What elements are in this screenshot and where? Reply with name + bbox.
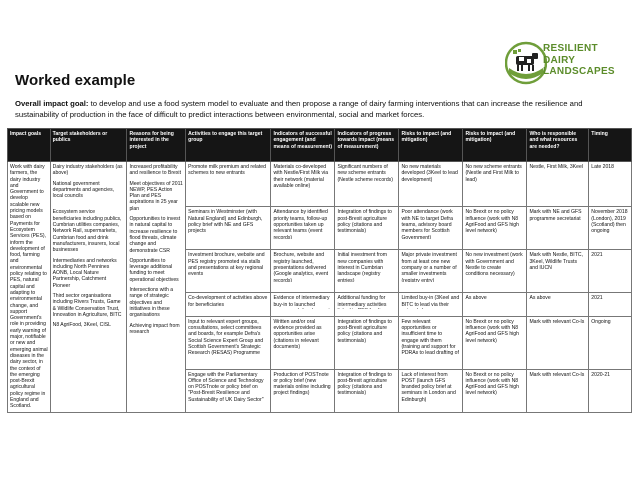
risk-text: As above bbox=[465, 295, 487, 302]
indicator-progress-cell bbox=[335, 207, 399, 250]
indicator-engagement-cell bbox=[271, 293, 335, 316]
activity-cell bbox=[186, 293, 271, 316]
responsible-cell bbox=[527, 316, 589, 369]
risk-text: Poor attendance (work with NE to target Defra teams, advisory board members for Scottish Government) bbox=[401, 209, 453, 240]
risk-text: No new materials developed (3Keel to lead development) bbox=[401, 164, 458, 183]
overall-impact-goal bbox=[15, 99, 627, 120]
activity-cell bbox=[186, 162, 271, 207]
timing-cell bbox=[589, 250, 632, 293]
indicator-progress-cell bbox=[335, 162, 399, 207]
reason-item: Increased profitability and resilience to Brexit bbox=[129, 164, 181, 177]
header-cell: Reasons for being interested in the project bbox=[127, 129, 186, 162]
impact-goal-cell bbox=[8, 162, 51, 413]
cow-in-circle-icon bbox=[505, 40, 547, 86]
risk-text: No new scheme entrants (Nestle and First Milk to lead) bbox=[465, 164, 522, 183]
target-item: National government departments and agencies, local councils bbox=[52, 180, 115, 200]
responsible-cell bbox=[527, 250, 589, 293]
risk-cell bbox=[399, 369, 463, 412]
timing-text: 2021 bbox=[591, 252, 603, 259]
risk-text: No Brexit or no policy influence (work with N8 AgriFood and GFS high level network) bbox=[465, 318, 519, 344]
activity-cell bbox=[186, 250, 271, 293]
goal-label: Overall impact goal: bbox=[15, 99, 89, 108]
responsible-text: Mark with NE and GFS programme secretariat bbox=[529, 209, 582, 222]
logo-line-1: RESILIENT bbox=[543, 43, 598, 54]
indicator-progress-text: Additional funding for intermediary activities bbox=[337, 295, 387, 308]
reasons-cell bbox=[127, 162, 186, 413]
indicator-engagement-text: Evidence of intermediary buy-in to launched bbox=[273, 295, 330, 308]
indicator-engagement-text: Brochure, website and registry launched, presentations delivered (Google analytics, event records) bbox=[273, 252, 329, 283]
timing-cell bbox=[589, 207, 632, 250]
risk-cell bbox=[399, 316, 463, 369]
activity-text: Seminars in Westminster (with Natural England) and Edinburgh, policy brief with NE and GFS projects bbox=[188, 209, 263, 235]
risk-text: No Brexit or no policy influence (work with N8 AgriFood and GFS high level network) bbox=[465, 209, 519, 235]
indicator-engagement-cell bbox=[271, 369, 335, 412]
timing-cell bbox=[589, 162, 632, 207]
indicator-progress-cell bbox=[335, 293, 399, 316]
indicator-engagement-cell bbox=[271, 207, 335, 250]
timing-text: 2020-21 bbox=[591, 371, 610, 378]
risk-text: Lack of interest from POST (launch GFS branded policy brief at seminars in London and Edinburgh) bbox=[401, 371, 456, 402]
impact-plan-table bbox=[7, 128, 632, 413]
target-item: Ecosystem service beneficiaries including publics, Cumbrian utilities companies, Network Rail, supermarkets, Cumbrian food and drink manufacturers, insurers, local businesses bbox=[52, 209, 122, 254]
indicator-progress-text: Significant numbers of new scheme entrants (Nestle scheme records) bbox=[337, 164, 393, 183]
activity-text: Promote milk premium and related schemes to new entrants bbox=[188, 164, 266, 177]
responsible-cell bbox=[527, 293, 589, 316]
reason-item: Intersections with a range of strategic objectives and initiatives in these organisations bbox=[129, 287, 174, 319]
responsible-cell bbox=[527, 369, 589, 412]
responsible-text: Mark with relevant Co-Is bbox=[529, 318, 585, 325]
timing-cell bbox=[589, 369, 632, 412]
indicator-progress-text: Integration of findings to post-Brexit agriculture policy (citations and testimonials) bbox=[337, 318, 392, 344]
responsible-text: As above bbox=[529, 295, 551, 302]
activity-cell bbox=[186, 369, 271, 412]
target-item: Dairy industry stakeholders (as above) bbox=[52, 164, 123, 177]
indicator-progress-cell bbox=[335, 369, 399, 412]
risk-text: No Brexit or no policy influence (work with N8 AgriFood and GFS high level network) bbox=[465, 371, 519, 397]
header-cell: Impact goals bbox=[8, 129, 51, 162]
risk-cell bbox=[399, 207, 463, 250]
risk-text: Limited buy-in (3Keel and BITC to lead via their bbox=[401, 295, 460, 308]
risk-cell bbox=[463, 250, 527, 293]
activity-text: Co-development of activities above for beneficiaries bbox=[188, 295, 268, 308]
target-stakeholders-cell bbox=[50, 162, 127, 413]
reason-item: Achieving impact from research bbox=[129, 322, 180, 335]
header-cell: Target stakeholders or publics bbox=[50, 129, 127, 162]
indicator-engagement-text: Written and/or oral evidence provided as opportunities arise (citations in relevant documents) bbox=[273, 318, 322, 350]
indicator-engagement-text: Attendance by identified priority teams, follow-up opportunities taken up relevant teams (event records) bbox=[273, 209, 328, 240]
header-cell: Risks to impact (and mitigation) bbox=[399, 129, 463, 162]
reason-item: Opportunities to leverage additional funding to meet operational objectives bbox=[129, 257, 179, 283]
header-cell: Timing bbox=[589, 129, 632, 162]
indicator-progress-text: Integration of findings to post-Brexit agriculture policy (citations and testimonials) bbox=[337, 209, 392, 235]
indicator-progress-cell bbox=[335, 250, 399, 293]
risk-cell bbox=[463, 207, 527, 250]
risk-cell bbox=[463, 316, 527, 369]
risk-cell bbox=[463, 162, 527, 207]
activity-text: Input to relevant expert groups, consultations, select committees and boards, for example Defra's Social Science Expert Group and Scottish Government's Strategic Research (RESAS) Programme bbox=[188, 318, 264, 357]
risk-text: No new investment (work with Government and Nestle to create conditions necessary) bbox=[465, 252, 523, 278]
activity-text: Engage with the Parliamentary Office of Science and Technology on POSTnote or policy brief on "Post-Brexit Resilience and Sustainability of UK Dairy Sector" bbox=[188, 371, 264, 402]
timing-text: November 2018 (London), 2019 (Scotland) then ongoing bbox=[591, 209, 628, 235]
risk-cell bbox=[399, 250, 463, 293]
risk-cell bbox=[399, 293, 463, 316]
target-item: Intermediaries and networks including North Pennines AONB, Local Nature Partnership, Catchment Pioneer bbox=[52, 257, 117, 289]
header-cell: Activities to engage this target group bbox=[186, 129, 271, 162]
page-title: Worked example bbox=[15, 72, 136, 89]
reason-item: Meet objectives of 2011 NEWP, PES Action Plan and PES aspirations in 25 year plan bbox=[129, 180, 183, 212]
timing-text: 2021 bbox=[591, 295, 603, 302]
activity-cell bbox=[186, 316, 271, 369]
timing-cell bbox=[589, 316, 632, 369]
goal-text: to develop and use a food system model to evaluate and then propose a range of dairy farming interventions that can increase the resilience and sustainability of production in the face of difficult to predict interactions between environmental, social and market forces. bbox=[15, 99, 583, 119]
logo-line-2: DAIRY bbox=[543, 54, 576, 66]
logo-text bbox=[543, 43, 615, 78]
indicator-engagement-text: Materials co-developed with Nestle/First Milk via their network (material available online) bbox=[273, 164, 329, 189]
activity-text: Investment brochure, website and PES registry promoted via stalls and presentations at key regional events bbox=[188, 252, 265, 278]
timing-cell bbox=[589, 293, 632, 316]
logo-line-3: LANDSCAPES bbox=[543, 66, 615, 77]
indicator-engagement-text: Production of POSTnote or policy brief (new materials online including project findings) bbox=[273, 371, 331, 397]
header-cell: Indicators of successful engagement (and means of measurement) bbox=[271, 129, 335, 162]
indicator-engagement-cell bbox=[271, 162, 335, 207]
impact-goal-text: Work with dairy farmers, the dairy industry and Government to develop scalable new pricing models based on Payments for Ecosystem Services (PES), inform the development of food, farming and environmental policy relating to PES, natural capital and adapting to environmental change, and support Government's role in providing early warning of major, notifiable or new and emerging animal diseases in the dairy sector, in the context of the emerging post-Brexit agricultural policy regime in England and Scotland. bbox=[10, 164, 48, 410]
responsible-text: Mark with Nestle, BITC, 3Keel, Wildlife Trusts and IUCN bbox=[529, 252, 583, 272]
timing-text: Late 2018 bbox=[591, 164, 614, 170]
indicator-engagement-cell bbox=[271, 316, 335, 369]
indicator-progress-cell bbox=[335, 316, 399, 369]
risk-cell bbox=[463, 293, 527, 316]
responsible-text: Nestle, First Milk, 3Keel bbox=[529, 164, 583, 170]
responsible-cell bbox=[527, 162, 589, 207]
activity-cell bbox=[186, 207, 271, 250]
timing-text: Ongoing bbox=[591, 318, 611, 325]
risk-text: Major private investment from at least one new company or a number of smaller investments (registry entry) bbox=[401, 252, 457, 283]
table-row bbox=[8, 162, 632, 207]
header-cell: Indicators of progress towards impact (means of measurement) bbox=[335, 129, 399, 162]
header-cell: Risks to impact (and mitigation) bbox=[463, 129, 527, 162]
indicator-progress-text: Initial investment from new companies with interest in Cumbrian landscape (registry entries) bbox=[337, 252, 387, 283]
target-item: N8 AgriFood, 3Keel, CISL bbox=[52, 322, 111, 329]
risk-cell bbox=[463, 369, 527, 412]
risk-cell bbox=[399, 162, 463, 207]
responsible-text: Mark with relevant Co-Is bbox=[529, 371, 585, 378]
table-header-row bbox=[8, 129, 632, 162]
header-cell: Who is responsible and what resources are needed? bbox=[527, 129, 589, 162]
indicator-progress-text: Integration of findings to post-Brexit agriculture policy (citations and testimonials) bbox=[337, 371, 392, 397]
target-item: Third sector organisations including Rivers Trusts, Game & Wildlife Conservation Trust, Innovation in Agriculture, BITC bbox=[52, 293, 122, 318]
reason-item: Opportunities to invest in natural capital to increase resilience to flood threats, climate change and demonstrate CSR bbox=[129, 216, 181, 254]
indicator-engagement-cell bbox=[271, 250, 335, 293]
risk-text: Few relevant opportunities or insufficient time to engage with them (training and support for PDRAs to lead drafting of bbox=[401, 318, 459, 357]
responsible-cell bbox=[527, 207, 589, 250]
